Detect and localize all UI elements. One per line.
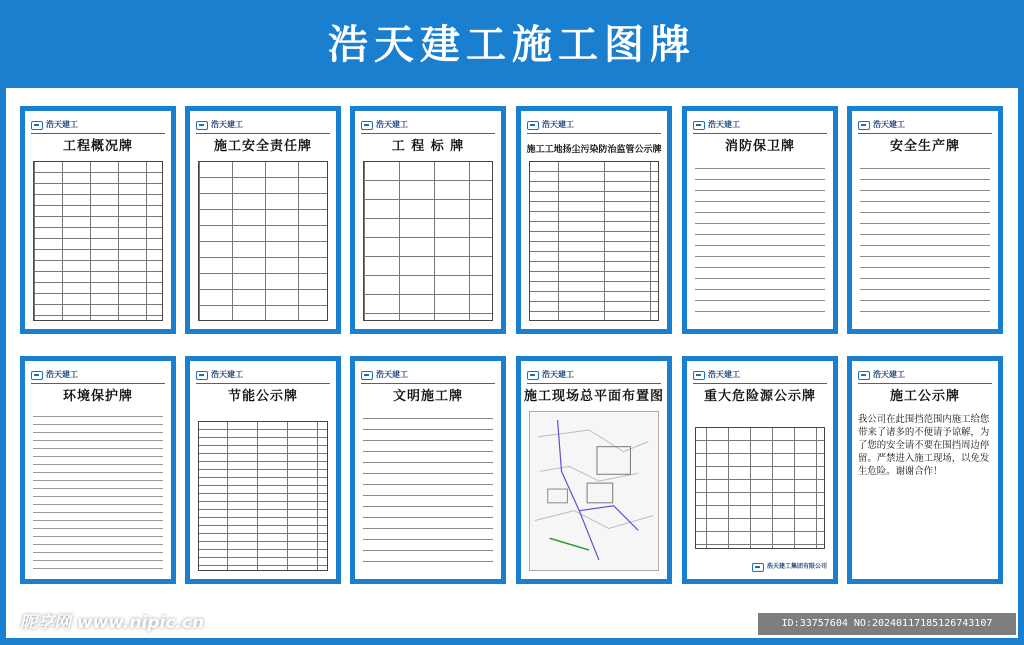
- logo-icon: [693, 371, 705, 380]
- company-logo: 浩天建工: [361, 369, 408, 381]
- rules-text: [860, 161, 990, 321]
- banner-title: 浩天建工施工图牌: [328, 22, 696, 68]
- logo-icon: [527, 371, 539, 380]
- info-table: [33, 161, 163, 321]
- info-table: [198, 421, 328, 571]
- board-title: 施工现场总平面布置图: [523, 389, 664, 404]
- board-environment: [20, 356, 176, 584]
- board-site-layout: [516, 356, 672, 584]
- company-logo: 浩天建工: [527, 369, 574, 381]
- logo-icon: [858, 121, 870, 130]
- logo-icon: [752, 563, 764, 572]
- company-logo: 浩天建工: [31, 119, 78, 131]
- board-safe-production: [847, 106, 1003, 334]
- board-title: 施工工地扬尘污染防治监管公示牌: [526, 145, 662, 155]
- board-construction-notice: [847, 356, 1003, 584]
- board-safety-responsibility: [185, 106, 341, 334]
- logo-icon: [361, 121, 373, 130]
- company-logo: 浩天建工: [693, 369, 740, 381]
- company-logo: 浩天建工: [196, 119, 243, 131]
- logo-icon: [527, 121, 539, 130]
- board-title: 重大危险源公示牌: [703, 389, 816, 404]
- board-major-hazards: [682, 356, 838, 584]
- board-dust-control: [516, 106, 672, 334]
- board-title: 施工安全责任牌: [213, 139, 312, 154]
- rules-text: [695, 161, 825, 321]
- logo-icon: [31, 121, 43, 130]
- info-table: [198, 161, 328, 321]
- site-plan-drawing: [529, 411, 659, 571]
- company-logo: 浩天建工: [361, 119, 408, 131]
- board-project-sign: [350, 106, 506, 334]
- board-title: 节能公示牌: [227, 389, 298, 404]
- company-logo: 浩天建工: [858, 369, 905, 381]
- logo-icon: [31, 371, 43, 380]
- logo-icon: [361, 371, 373, 380]
- board-title: 消防保卫牌: [724, 139, 795, 154]
- company-logo: 浩天建工: [31, 369, 78, 381]
- image-id-strip: ID:33757604 NO:20240117185126743107: [758, 613, 1016, 635]
- board-project-overview: [20, 106, 176, 334]
- company-logo: 浩天建工: [196, 369, 243, 381]
- board-background: [6, 6, 1018, 638]
- company-logo: 浩天建工: [527, 119, 574, 131]
- board-title: 工程概况牌: [62, 139, 133, 154]
- board-title: 安全生产牌: [889, 139, 960, 154]
- hazard-table: [695, 427, 825, 549]
- rules-text: [363, 411, 493, 571]
- info-table: [363, 161, 493, 321]
- company-logo: 浩天建工: [693, 119, 740, 131]
- notice-text: 我公司在此围挡范围内施工给您带来了诸多的不便请予谅解，为了您的安全请不要在围挡周边停留。严禁进入施工现场，以免发生危险。谢谢合作！: [858, 414, 990, 477]
- logo-icon: [196, 371, 208, 380]
- logo-icon: [858, 371, 870, 380]
- rules-text: [33, 411, 163, 571]
- logo-icon: [693, 121, 705, 130]
- title-banner: [6, 6, 1018, 88]
- board-title: 环境保护牌: [62, 389, 133, 404]
- watermark-site: 昵享网 www.nipic.cn: [20, 613, 205, 633]
- board-energy-saving: [185, 356, 341, 584]
- logo-icon: [196, 121, 208, 130]
- board-title: 施工公示牌: [889, 389, 960, 404]
- company-logo: 浩天建工: [858, 119, 905, 131]
- info-table: [529, 161, 659, 321]
- board-title: 工 程 标 牌: [391, 139, 465, 154]
- board-civilized-construction: [350, 356, 506, 584]
- board-title: 文明施工牌: [392, 389, 463, 404]
- board-fire-security: [682, 106, 838, 334]
- company-footer: 浩天建工集团有限公司: [752, 562, 827, 572]
